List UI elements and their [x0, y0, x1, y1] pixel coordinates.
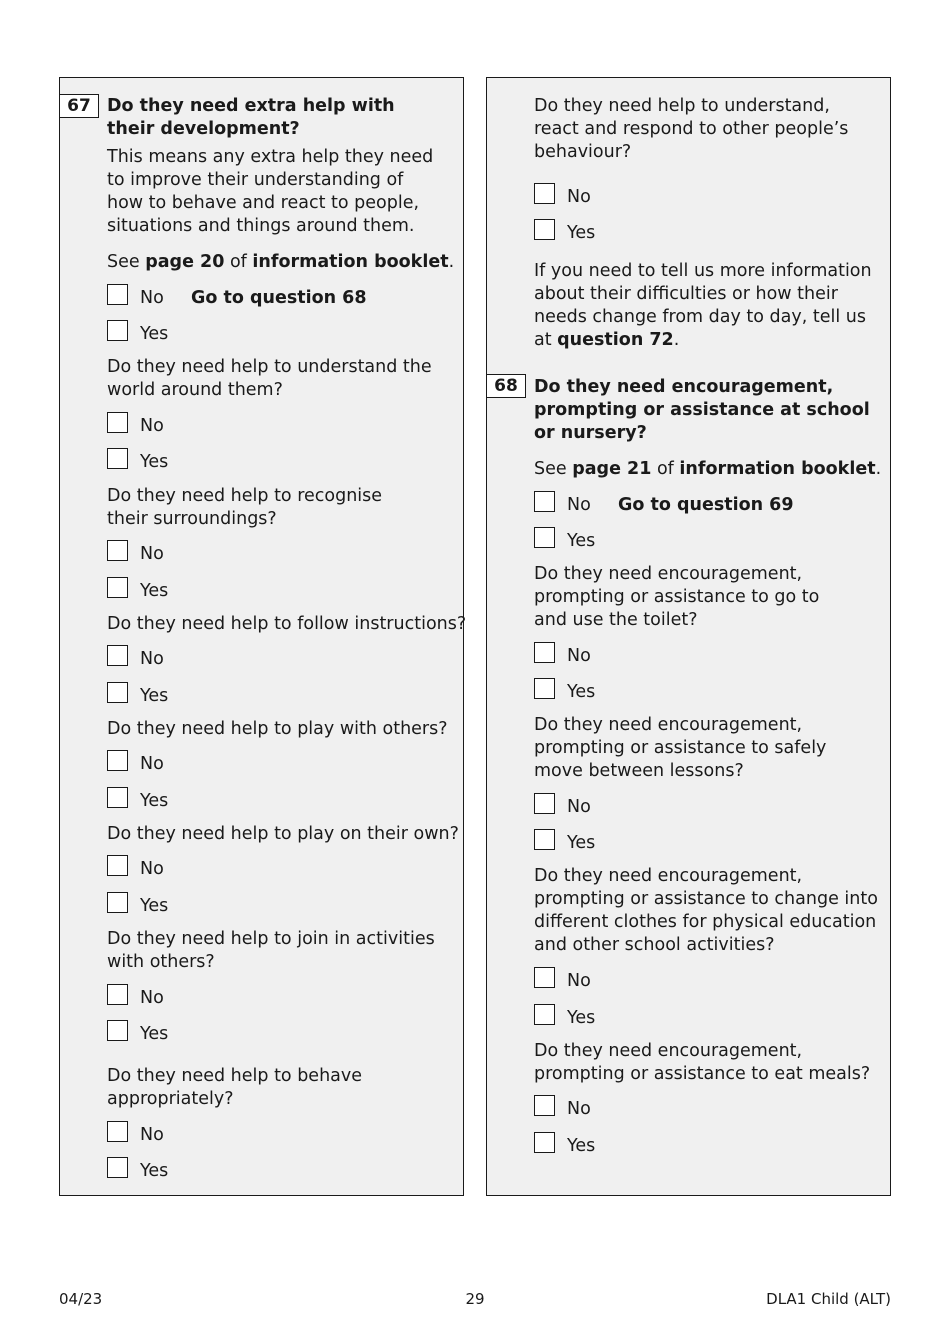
- question-68-panel: Do they need help to understand, react and respond to other people’s behaviour? No Yes If you need to tell us more information about their difficulties or how their needs change from day to day, tell us at question 72. 68 Do they need encouragement, prompting or assistance at school or nursery? See page 21 of information booklet. No Go to question 69 Yes Do they need encouragement, prompting or assistance to go to and use the toilet? No Yes Do they need encouragement, prompting or assistance to safely move between lessons? No Yes Do they need encouragement, prompting or assistance to change into different clothes for physical education and other school activities? No Yes Do they need encouragement, prompting or assistance to eat meals? No Yes: [486, 77, 891, 1196]
- no-checkbox[interactable]: [107, 284, 128, 305]
- question-text: Do they need encouragement,: [534, 715, 803, 735]
- intro-text: situations and things around them.: [107, 216, 415, 236]
- question-text: their surroundings?: [107, 509, 277, 529]
- question-text: behaviour?: [534, 142, 632, 162]
- footer-form-code: DLA1 Child (ALT): [766, 1290, 891, 1308]
- info-text: about their difficulties or how their: [534, 284, 838, 304]
- yes-checkbox[interactable]: [534, 219, 555, 240]
- question-text: Do they need help to play on their own?: [107, 824, 459, 844]
- yes-checkbox[interactable]: [107, 320, 128, 341]
- question-title: prompting or assistance at school: [534, 400, 870, 420]
- question-text: move between lessons?: [534, 761, 744, 781]
- yes-checkbox[interactable]: [534, 829, 555, 850]
- goto-instruction: Go to question 69: [618, 495, 794, 515]
- yes-checkbox[interactable]: [534, 527, 555, 548]
- question-text: and other school activities?: [534, 935, 775, 955]
- question-title: Do they need encouragement,: [534, 377, 834, 397]
- info-text: needs change from day to day, tell us: [534, 307, 866, 327]
- no-checkbox[interactable]: [107, 750, 128, 771]
- no-checkbox[interactable]: [534, 491, 555, 512]
- no-checkbox[interactable]: [534, 967, 555, 988]
- yes-checkbox[interactable]: [107, 682, 128, 703]
- question-text: Do they need help to follow instructions?: [107, 614, 467, 634]
- no-checkbox[interactable]: [107, 984, 128, 1005]
- goto-instruction: Go to question 68: [191, 288, 367, 308]
- yes-checkbox[interactable]: [534, 1132, 555, 1153]
- question-text: Do they need encouragement,: [534, 866, 803, 886]
- footer-date: 04/23: [59, 1290, 103, 1308]
- question-title: their development?: [107, 119, 300, 139]
- info-text: at question 72.: [534, 330, 680, 350]
- no-checkbox[interactable]: [534, 1095, 555, 1116]
- intro-text: how to behave and react to people,: [107, 193, 420, 213]
- no-checkbox[interactable]: [107, 1121, 128, 1142]
- question-text: prompting or assistance to safely: [534, 738, 827, 758]
- see-booklet-reference: See page 20 of information booklet.: [107, 252, 455, 272]
- no-checkbox[interactable]: [107, 412, 128, 433]
- question-text: prompting or assistance to eat meals?: [534, 1064, 871, 1084]
- no-checkbox[interactable]: [534, 642, 555, 663]
- intro-text: This means any extra help they need: [107, 147, 434, 167]
- yes-checkbox[interactable]: [534, 1004, 555, 1025]
- question-text: Do they need help to behave: [107, 1066, 363, 1086]
- footer-page-number: 29: [465, 1290, 485, 1308]
- question-text: and use the toilet?: [534, 610, 698, 630]
- no-checkbox[interactable]: [107, 855, 128, 876]
- question-number: 67: [59, 94, 99, 118]
- question-text: world around them?: [107, 380, 283, 400]
- no-checkbox[interactable]: [107, 645, 128, 666]
- yes-checkbox[interactable]: [107, 448, 128, 469]
- no-checkbox[interactable]: [534, 183, 555, 204]
- yes-checkbox[interactable]: [107, 892, 128, 913]
- question-text: Do they need help to recognise: [107, 486, 383, 506]
- no-checkbox[interactable]: [107, 540, 128, 561]
- question-text: react and respond to other people’s: [534, 119, 849, 139]
- question-text: Do they need help to understand,: [534, 96, 830, 116]
- question-title: Do they need extra help with: [107, 96, 395, 116]
- yes-checkbox[interactable]: [107, 1157, 128, 1178]
- question-text: Do they need help to understand the: [107, 357, 432, 377]
- question-title: or nursery?: [534, 423, 647, 443]
- question-number: 68: [486, 374, 526, 398]
- no-checkbox[interactable]: [534, 793, 555, 814]
- question-text: appropriately?: [107, 1089, 234, 1109]
- see-booklet-reference: See page 21 of information booklet.: [534, 459, 882, 479]
- yes-checkbox[interactable]: [107, 787, 128, 808]
- question-text: Do they need encouragement,: [534, 1041, 803, 1061]
- intro-text: to improve their understanding of: [107, 170, 404, 190]
- question-text: prompting or assistance to change into: [534, 889, 878, 909]
- question-text: Do they need help to play with others?: [107, 719, 448, 739]
- question-text: different clothes for physical education: [534, 912, 877, 932]
- info-text: If you need to tell us more information: [534, 261, 872, 281]
- question-text: Do they need help to join in activities: [107, 929, 435, 949]
- question-text: prompting or assistance to go to: [534, 587, 820, 607]
- yes-checkbox[interactable]: [107, 577, 128, 598]
- question-text: with others?: [107, 952, 215, 972]
- question-67-panel: 67 Do they need extra help with their development? This means any extra help they need to improve their understanding of how to behave and react to people, situations and things around them. See page 20 of information booklet. No Go to question 68 Yes Do they need help to understand the world around them? No Yes Do they need help to recognise their surroundings? No Yes Do they need help to follow instructions? No Yes Do they need help to play with others? No Yes Do they need help to play on their own? No Yes Do they need help to join in activities with others? No Yes Do they need help to behave appropriately? No Yes: [59, 77, 464, 1196]
- yes-checkbox[interactable]: [534, 678, 555, 699]
- yes-checkbox[interactable]: [107, 1020, 128, 1041]
- question-text: Do they need encouragement,: [534, 564, 803, 584]
